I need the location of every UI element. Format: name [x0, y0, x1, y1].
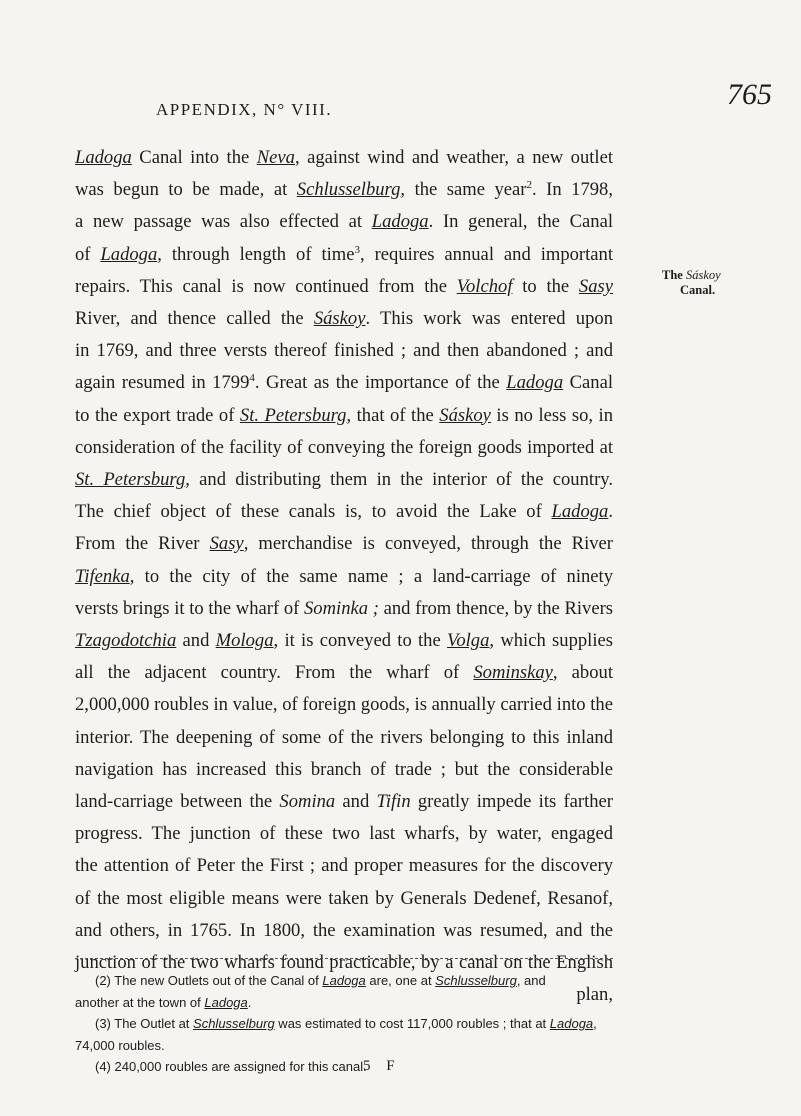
- text-span: St. Petersburg: [239, 404, 347, 426]
- text-span: of: [75, 243, 101, 265]
- signature-mark: 5 F: [363, 1058, 401, 1074]
- text-span: Sominka ;: [304, 597, 379, 619]
- text-span: another at the town of: [75, 994, 205, 1010]
- text-line: [75, 303, 613, 335]
- text-span: . This work was entered upon: [365, 308, 613, 330]
- margin-note-word: Canal.: [680, 283, 716, 297]
- text-span: , merchandise is conveyed, through the River: [243, 533, 613, 555]
- text-line: [75, 593, 613, 625]
- text-span: was begun to be made, at: [75, 179, 297, 201]
- text-span: , and distributing them in the interior of the country.: [185, 469, 614, 491]
- text-span: the attention of Peter the First ; and proper measures for the discovery: [75, 855, 613, 877]
- text-span: Sáskoy: [439, 404, 491, 426]
- text-span: , against wind and weather, a new outlet: [294, 147, 613, 168]
- text-span: to the export trade of: [75, 404, 240, 426]
- text-span: Ladoga: [506, 372, 564, 394]
- text-span: , through length of time: [157, 243, 355, 265]
- text-span: (3) The Outlet at: [95, 1016, 194, 1031]
- footnotes: [75, 970, 615, 1078]
- footnote-rule: [75, 958, 613, 959]
- text-span: St. Petersburg: [75, 469, 186, 491]
- text-line: [75, 818, 613, 850]
- text-line: [75, 561, 613, 593]
- text-span: greatly impede its farther: [410, 791, 614, 813]
- text-line: [75, 657, 613, 689]
- text-line: [75, 722, 613, 754]
- text-span: Neva: [256, 147, 295, 168]
- text-span: Mologa: [215, 630, 274, 652]
- text-span: , the same year: [400, 179, 527, 201]
- text-line: [75, 174, 613, 206]
- text-line: [75, 464, 613, 496]
- text-span: .: [247, 994, 252, 1010]
- text-line: [75, 496, 613, 528]
- text-span: Ladoga: [75, 147, 132, 168]
- text-span: was estimated to cost 117,000 roubles ; that at: [274, 1016, 550, 1031]
- text-span: The chief object of these canals is, to avoid the Lake of: [75, 501, 552, 523]
- text-span: is no less so, in: [490, 404, 614, 426]
- text-span: . Great as the importance of the: [254, 372, 507, 394]
- text-line: [75, 206, 613, 238]
- text-span: Volchof: [456, 275, 513, 297]
- text-span: Somina: [279, 791, 336, 813]
- margin-note-word: The: [662, 268, 683, 282]
- text-span: 2,000,000 roubles in value, of foreign goods, is annually carried into the: [75, 694, 613, 716]
- text-line: [75, 142, 613, 174]
- text-span: , and: [516, 973, 546, 988]
- text-span: Schlusselburg: [193, 1016, 275, 1031]
- text-span: .: [608, 501, 613, 523]
- text-span: Ladoga: [100, 243, 158, 265]
- margin-note-word: Sáskoy: [685, 268, 721, 282]
- text-line: [75, 271, 613, 303]
- text-span: versts brings it to the wharf of: [75, 597, 304, 619]
- text-span: land-carriage between the: [75, 791, 280, 813]
- text-span: . In general, the Canal: [428, 211, 613, 233]
- text-span: Ladoga: [204, 994, 248, 1010]
- text-span: Volga: [447, 630, 490, 652]
- text-line: [75, 689, 613, 721]
- text-span: Canal into the: [131, 147, 257, 168]
- footnote: [75, 1035, 615, 1057]
- text-span: 74,000 roubles.: [75, 1037, 165, 1053]
- text-span: progress. The junction of these two last wharfs, by water, engaged: [75, 823, 613, 845]
- text-line: [75, 754, 613, 786]
- text-span: a new passage was also effected at: [75, 211, 372, 233]
- running-title: APPENDIX, N° VIII.: [156, 100, 333, 119]
- text-span: again resumed in 1799: [75, 372, 250, 394]
- text-span: are, one at: [365, 973, 436, 988]
- text-span: Ladoga: [551, 501, 609, 523]
- text-span: and from thence, by the Rivers: [378, 597, 614, 619]
- text-span: Ladoga: [322, 973, 366, 988]
- text-line: [75, 400, 613, 432]
- text-span: navigation has increased this branch of trade ; but the considerable: [75, 758, 613, 780]
- text-span: From the River: [75, 533, 210, 555]
- text-span: ,: [593, 1016, 597, 1031]
- text-span: Tifin: [376, 791, 411, 813]
- text-span: , that of the: [346, 404, 440, 426]
- text-line: [75, 625, 613, 657]
- text-line: [75, 915, 613, 947]
- text-span: , it is conveyed to the: [273, 630, 448, 652]
- footnote-ref: 4: [249, 372, 255, 385]
- text-span: to the: [512, 275, 579, 297]
- text-line: [75, 367, 613, 399]
- footnote: [75, 1056, 615, 1078]
- body-text: [75, 142, 613, 1011]
- text-span: plan,: [576, 984, 613, 1006]
- text-span: Tifenka: [75, 565, 130, 587]
- footnote: [75, 970, 615, 992]
- footnote: [75, 992, 615, 1014]
- text-span: Sáskoy: [313, 308, 366, 330]
- text-span: all the adjacent country. From the wharf of: [75, 662, 474, 684]
- text-span: , which supplies: [489, 630, 613, 652]
- text-line: [75, 239, 613, 271]
- text-span: (2) The new Outlets out of the Canal of: [95, 973, 323, 988]
- text-span: Sasy: [578, 275, 613, 297]
- text-span: Sasy: [209, 533, 244, 555]
- text-span: and: [176, 630, 216, 652]
- text-span: Ladoga: [371, 211, 429, 233]
- page-number: 765: [727, 78, 772, 111]
- text-span: Ladoga: [549, 1016, 594, 1031]
- footnote: [75, 1013, 615, 1035]
- text-span: consideration of the facility of conveying the foreign goods imported at: [75, 436, 613, 458]
- text-span: of the most eligible means were taken by Generals Dedenef, Resanof,: [75, 887, 613, 909]
- text-line: [75, 335, 613, 367]
- margin-note: [662, 268, 721, 298]
- footnote-ref: 3: [354, 243, 361, 256]
- text-line: [75, 883, 613, 915]
- footnote-ref: 2: [526, 179, 532, 192]
- text-span: , requires annual and important: [360, 243, 613, 265]
- text-span: and others, in 1765. In 1800, the examination was resumed, and the: [75, 919, 613, 941]
- text-line: [75, 786, 613, 818]
- text-span: Sominskay: [473, 662, 553, 684]
- text-line: [75, 432, 613, 464]
- text-span: repairs. This canal is now continued from the: [75, 275, 457, 297]
- text-span: , to the city of the same name ; a land-carriage of ninety: [129, 565, 613, 587]
- text-span: , about: [552, 662, 613, 684]
- text-span: in 1769, and three versts thereof finished ; and then abandoned ; and: [75, 340, 613, 362]
- text-span: . In 1798,: [532, 179, 613, 201]
- text-span: (4) 240,000 roubles are assigned for this canal.: [95, 1059, 367, 1074]
- text-span: Schlusselburg: [296, 179, 401, 201]
- text-line: [75, 528, 613, 560]
- text-span: Canal: [563, 372, 613, 394]
- text-line: [75, 850, 613, 882]
- text-span: and: [335, 791, 377, 813]
- text-span: Schlusselburg: [435, 973, 517, 988]
- text-span: River, and thence called the: [75, 308, 314, 330]
- text-span: Tzagodotchia: [75, 630, 177, 652]
- text-span: interior. The deepening of some of the rivers belonging to this inland: [75, 726, 613, 748]
- text-span: junction of the two wharfs found practicable, by a canal on the English: [75, 952, 613, 974]
